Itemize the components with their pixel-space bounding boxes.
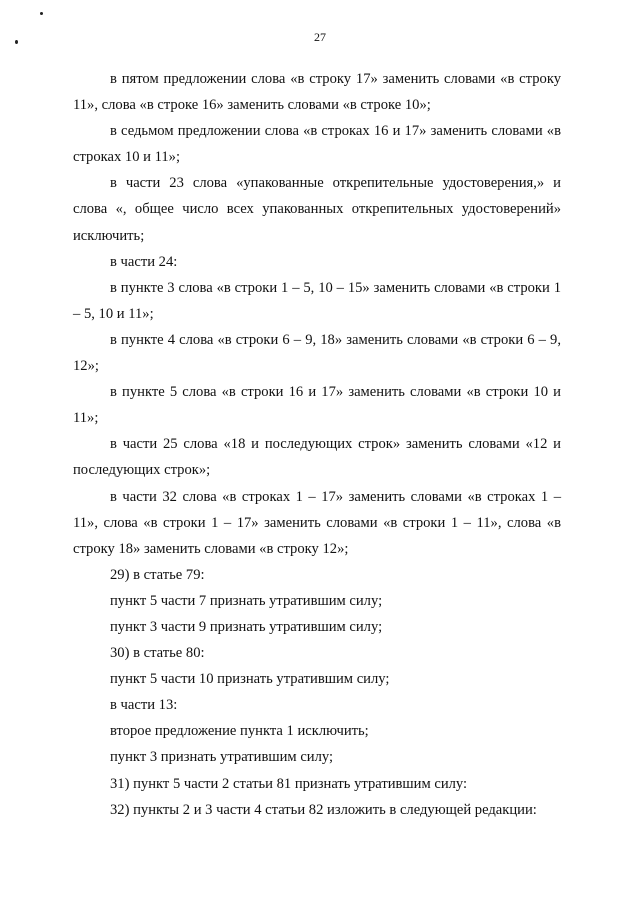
- paragraph: пункт 5 части 7 признать утратившим силу;: [110, 592, 383, 609]
- paragraph: 29) в статье 79:: [110, 566, 205, 583]
- paragraph: 31) пункт 5 части 2 статьи 81 признать утратившим силу:: [110, 775, 468, 792]
- paragraph: в седьмом предложении слова «в строках 16 и 17» заменить словами «в строках 10 и 11»;: [73, 123, 561, 166]
- paragraph: пункт 5 части 10 признать утратившим силу;: [110, 671, 390, 688]
- document-body: [73, 66, 561, 823]
- paragraph: 32) пункты 2 и 3 части 4 статьи 82 изложить в следующей редакции:: [110, 801, 537, 818]
- paragraph: в пятом предложении слова «в строку 17» заменить словами «в строку 11», слова «в строке 16» заменить словами «в строке 10»;: [73, 71, 561, 114]
- paragraph: в пункте 4 слова «в строки 6 – 9, 18» заменить словами «в строки 6 – 9, 12»;: [73, 331, 561, 375]
- paragraph: пункт 3 части 9 признать утратившим силу;: [110, 618, 383, 635]
- paragraph: второе предложение пункта 1 исключить;: [110, 723, 369, 740]
- paragraph: в части 24:: [110, 253, 178, 270]
- paragraph: в части 23 слова «упакованные открепительные удостоверения,» и слова «, общее число всех упакованных открепительных удостоверений» исключить;: [73, 175, 561, 244]
- page-number: 27: [314, 30, 326, 44]
- paragraph: пункт 3 признать утратившим силу;: [110, 749, 334, 766]
- paragraph: в пункте 5 слова «в строки 16 и 17» заменить словами «в строки 10 и 11»;: [73, 384, 561, 427]
- paragraph: в части 25 слова «18 и последующих строк» заменить словами «12 и последующих строк»;: [73, 436, 561, 479]
- paragraph: 30) в статье 80:: [110, 645, 205, 662]
- paragraph: в пункте 3 слова «в строки 1 – 5, 10 – 15» заменить словами «в строки 1 – 5, 10 и 11»;: [73, 279, 561, 322]
- scan-speck: [40, 12, 43, 15]
- paragraph: в части 13:: [110, 697, 178, 714]
- paragraph: в части 32 слова «в строках 1 – 17» заменить словами «в строках 1 – 11», слова «в строки 1 – 17» заменить словами «в строки 1 – 11», слова «в строку 18» заменить словами «в строку 12»;: [73, 488, 561, 557]
